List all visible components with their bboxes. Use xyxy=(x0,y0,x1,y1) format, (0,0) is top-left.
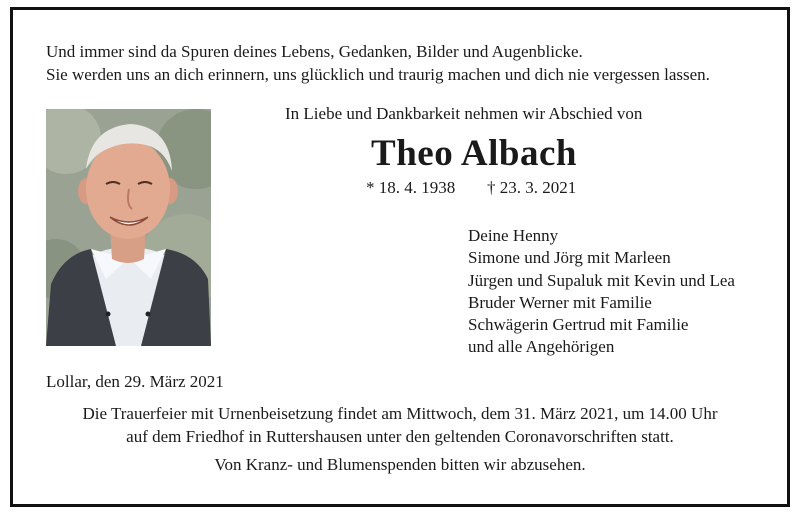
deceased-name: Theo Albach xyxy=(371,133,577,174)
mourner-entry: und alle Angehörigen xyxy=(468,337,615,357)
ceremony-info-line-2: auf dem Friedhof in Ruttershausen unter den geltenden Coronavorschriften statt. xyxy=(126,427,674,446)
death-date: † 23. 3. 2021 xyxy=(487,178,577,197)
mourner-entry: Jürgen und Supaluk mit Kevin und Lea xyxy=(468,270,735,290)
mourner-entry: Deine Henny xyxy=(468,226,559,245)
flowers-note: Von Kranz- und Blumenspenden bitten wir abzusehen. xyxy=(214,455,586,474)
motto-line-1: Und immer sind da Spuren deines Lebens, Gedanken, Bilder und Augenblicke. xyxy=(46,42,583,61)
mourner-entry: Simone und Jörg mit Marleen xyxy=(468,248,671,268)
mourner-entry: Schwägerin Gertrud mit Familie xyxy=(468,315,689,335)
place-and-date: Lollar, den 29. März 2021 xyxy=(46,372,224,391)
farewell-intro: In Liebe und Dankbarkeit nehmen wir Abschied von xyxy=(285,104,643,123)
mourner-entry: Bruder Werner mit Familie xyxy=(468,292,652,312)
ceremony-info-line-1: Die Trauerfeier mit Urnenbeisetzung findet am Mittwoch, dem 31. März 2021, um 14.00 Uhr xyxy=(82,404,718,423)
birth-date: * 18. 4. 1938 xyxy=(366,178,456,197)
motto-line-2: Sie werden uns an dich erinnern, uns glücklich und traurig machen und dich nie vergessen lassen. xyxy=(46,65,710,84)
mourners-list xyxy=(468,225,735,359)
